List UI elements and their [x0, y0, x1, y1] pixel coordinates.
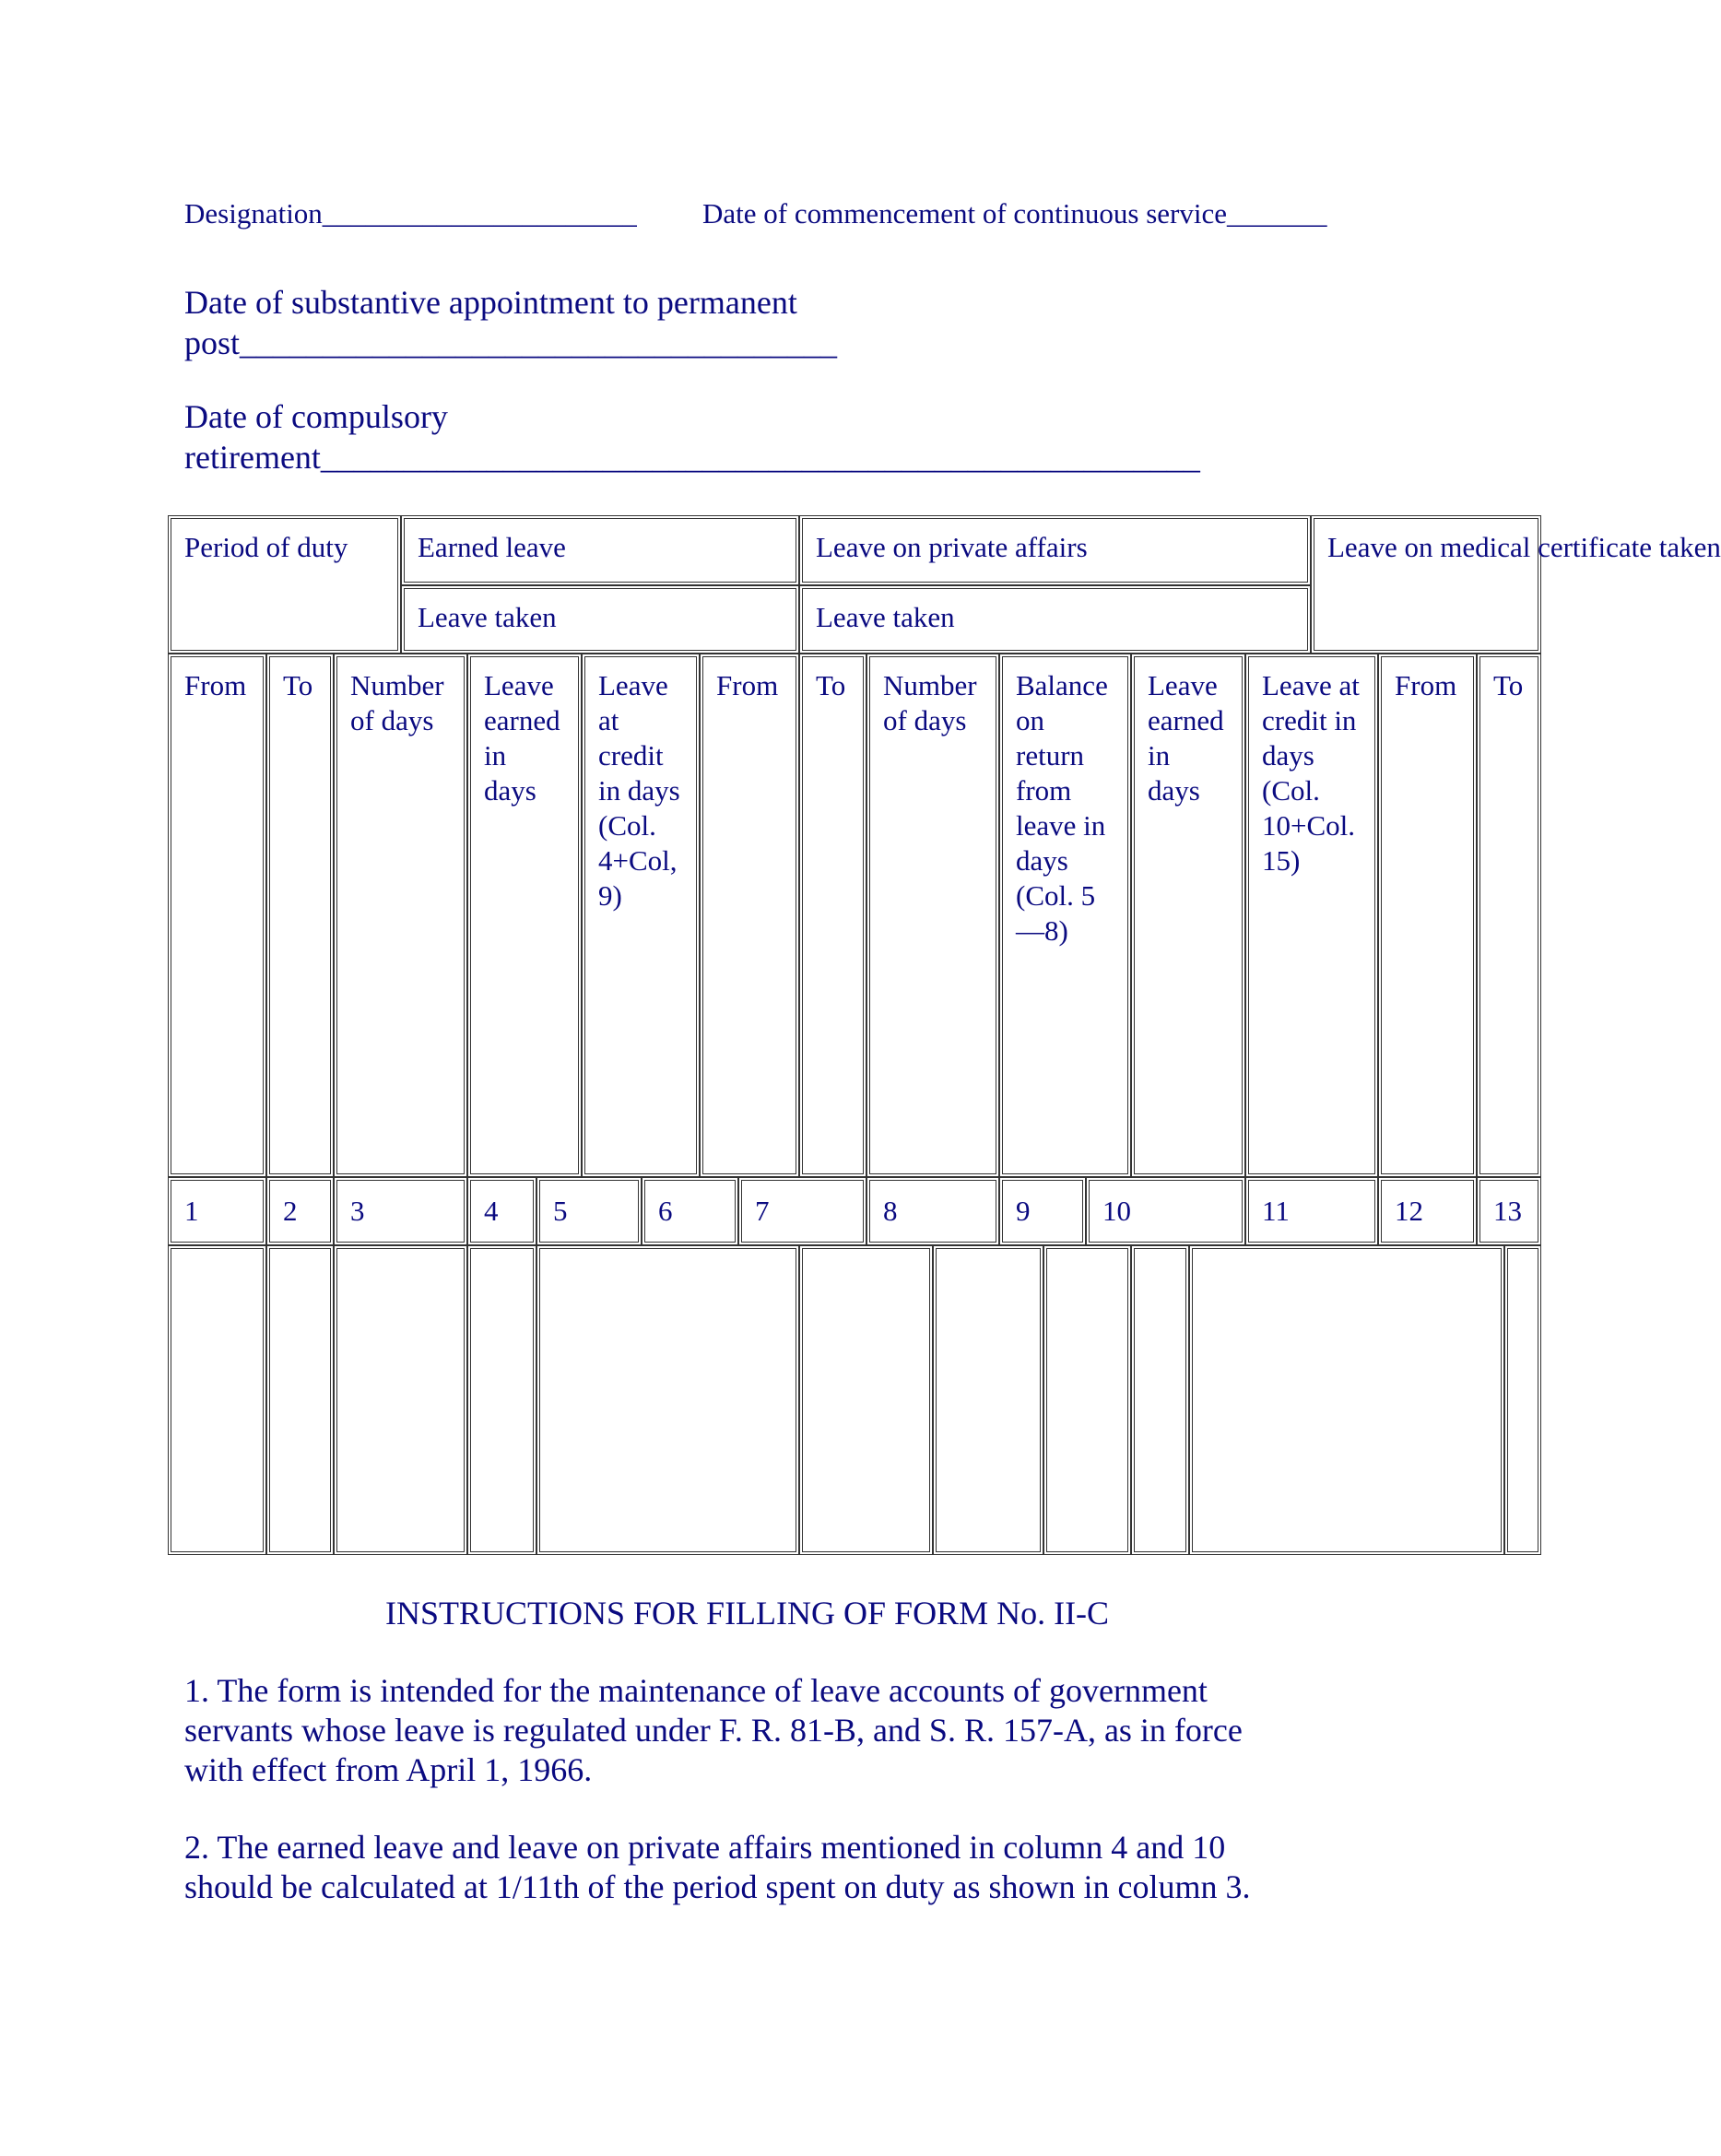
col-header-4: Leave earned in days — [467, 654, 582, 1177]
substantive-field: post____________________________________ — [184, 324, 838, 361]
col-header-1: From — [168, 654, 266, 1177]
instruction-1-line-1: 1. The form is intended for the maintenance of leave accounts of government — [184, 1672, 1208, 1709]
col-number-1: 1 — [168, 1177, 266, 1245]
col-number-8: 8 — [866, 1177, 999, 1245]
entry-cell-9[interactable] — [1131, 1245, 1189, 1555]
entry-cell-4[interactable] — [467, 1245, 536, 1555]
subheader-private-leave-taken: Leave taken — [799, 585, 1311, 654]
header-period-of-duty: Period of duty — [168, 515, 401, 654]
col-number-3: 3 — [334, 1177, 467, 1245]
substantive-label: Date of substantive appointment to permanent — [184, 284, 797, 321]
col-header-6: From — [700, 654, 799, 1177]
col-number-2: 2 — [266, 1177, 334, 1245]
header-medical-leave: Leave on medical certificate taken — [1311, 515, 1541, 654]
subheader-earned-leave-taken: Leave taken — [401, 585, 799, 654]
col-header-3: Number of days — [334, 654, 467, 1177]
col-header-5: Leave at credit in days (Col. 4+Col, 9) — [582, 654, 700, 1177]
designation-field: Designation______________________ — [184, 197, 637, 230]
entry-cell-1[interactable] — [168, 1245, 266, 1555]
retirement-label: Date of compulsory — [184, 398, 448, 435]
col-number-13: 13 — [1477, 1177, 1541, 1245]
entry-cell-8[interactable] — [1043, 1245, 1131, 1555]
col-header-12: From — [1378, 654, 1477, 1177]
col-number-7: 7 — [738, 1177, 866, 1245]
col-header-7: To — [799, 654, 866, 1177]
col-header-8: Number of days — [866, 654, 999, 1177]
instruction-2-line-1: 2. The earned leave and leave on private affairs mentioned in column 4 and 10 — [184, 1829, 1226, 1866]
col-number-12: 12 — [1378, 1177, 1477, 1245]
col-header-10: Leave earned in days — [1131, 654, 1245, 1177]
entry-cell-10[interactable] — [1189, 1245, 1504, 1555]
col-number-6: 6 — [642, 1177, 738, 1245]
col-number-4: 4 — [467, 1177, 536, 1245]
col-number-10: 10 — [1086, 1177, 1245, 1245]
entry-cell-2[interactable] — [266, 1245, 334, 1555]
instruction-1-line-2: servants whose leave is regulated under F. R. 81-B, and S. R. 157-A, as in force — [184, 1712, 1243, 1749]
entry-cell-7[interactable] — [933, 1245, 1043, 1555]
col-header-13: To — [1477, 654, 1541, 1177]
col-number-5: 5 — [536, 1177, 642, 1245]
instruction-1-line-3: with effect from April 1, 1966. — [184, 1751, 593, 1788]
col-header-2: To — [266, 654, 334, 1177]
col-header-11: Leave at credit in days (Col. 10+Col. 15) — [1245, 654, 1378, 1177]
entry-cell-5[interactable] — [536, 1245, 799, 1555]
entry-cell-3[interactable] — [334, 1245, 467, 1555]
retirement-field: retirement_____________________________________________________ — [184, 439, 1200, 476]
entry-cell-11[interactable] — [1504, 1245, 1541, 1555]
col-number-9: 9 — [999, 1177, 1086, 1245]
entry-cell-6[interactable] — [799, 1245, 933, 1555]
col-number-11: 11 — [1245, 1177, 1378, 1245]
commencement-field: Date of commencement of continuous service_______ — [702, 197, 1327, 230]
header-private-affairs: Leave on private affairs — [799, 515, 1311, 585]
header-earned-leave: Earned leave — [401, 515, 799, 585]
instruction-2-line-2: should be calculated at 1/11th of the period spent on duty as shown in column 3. — [184, 1868, 1251, 1905]
instructions-title: INSTRUCTIONS FOR FILLING OF FORM No. II-C — [385, 1595, 1110, 1632]
col-header-9: Balance on return from leave in days (Col. 5—8) — [999, 654, 1131, 1177]
